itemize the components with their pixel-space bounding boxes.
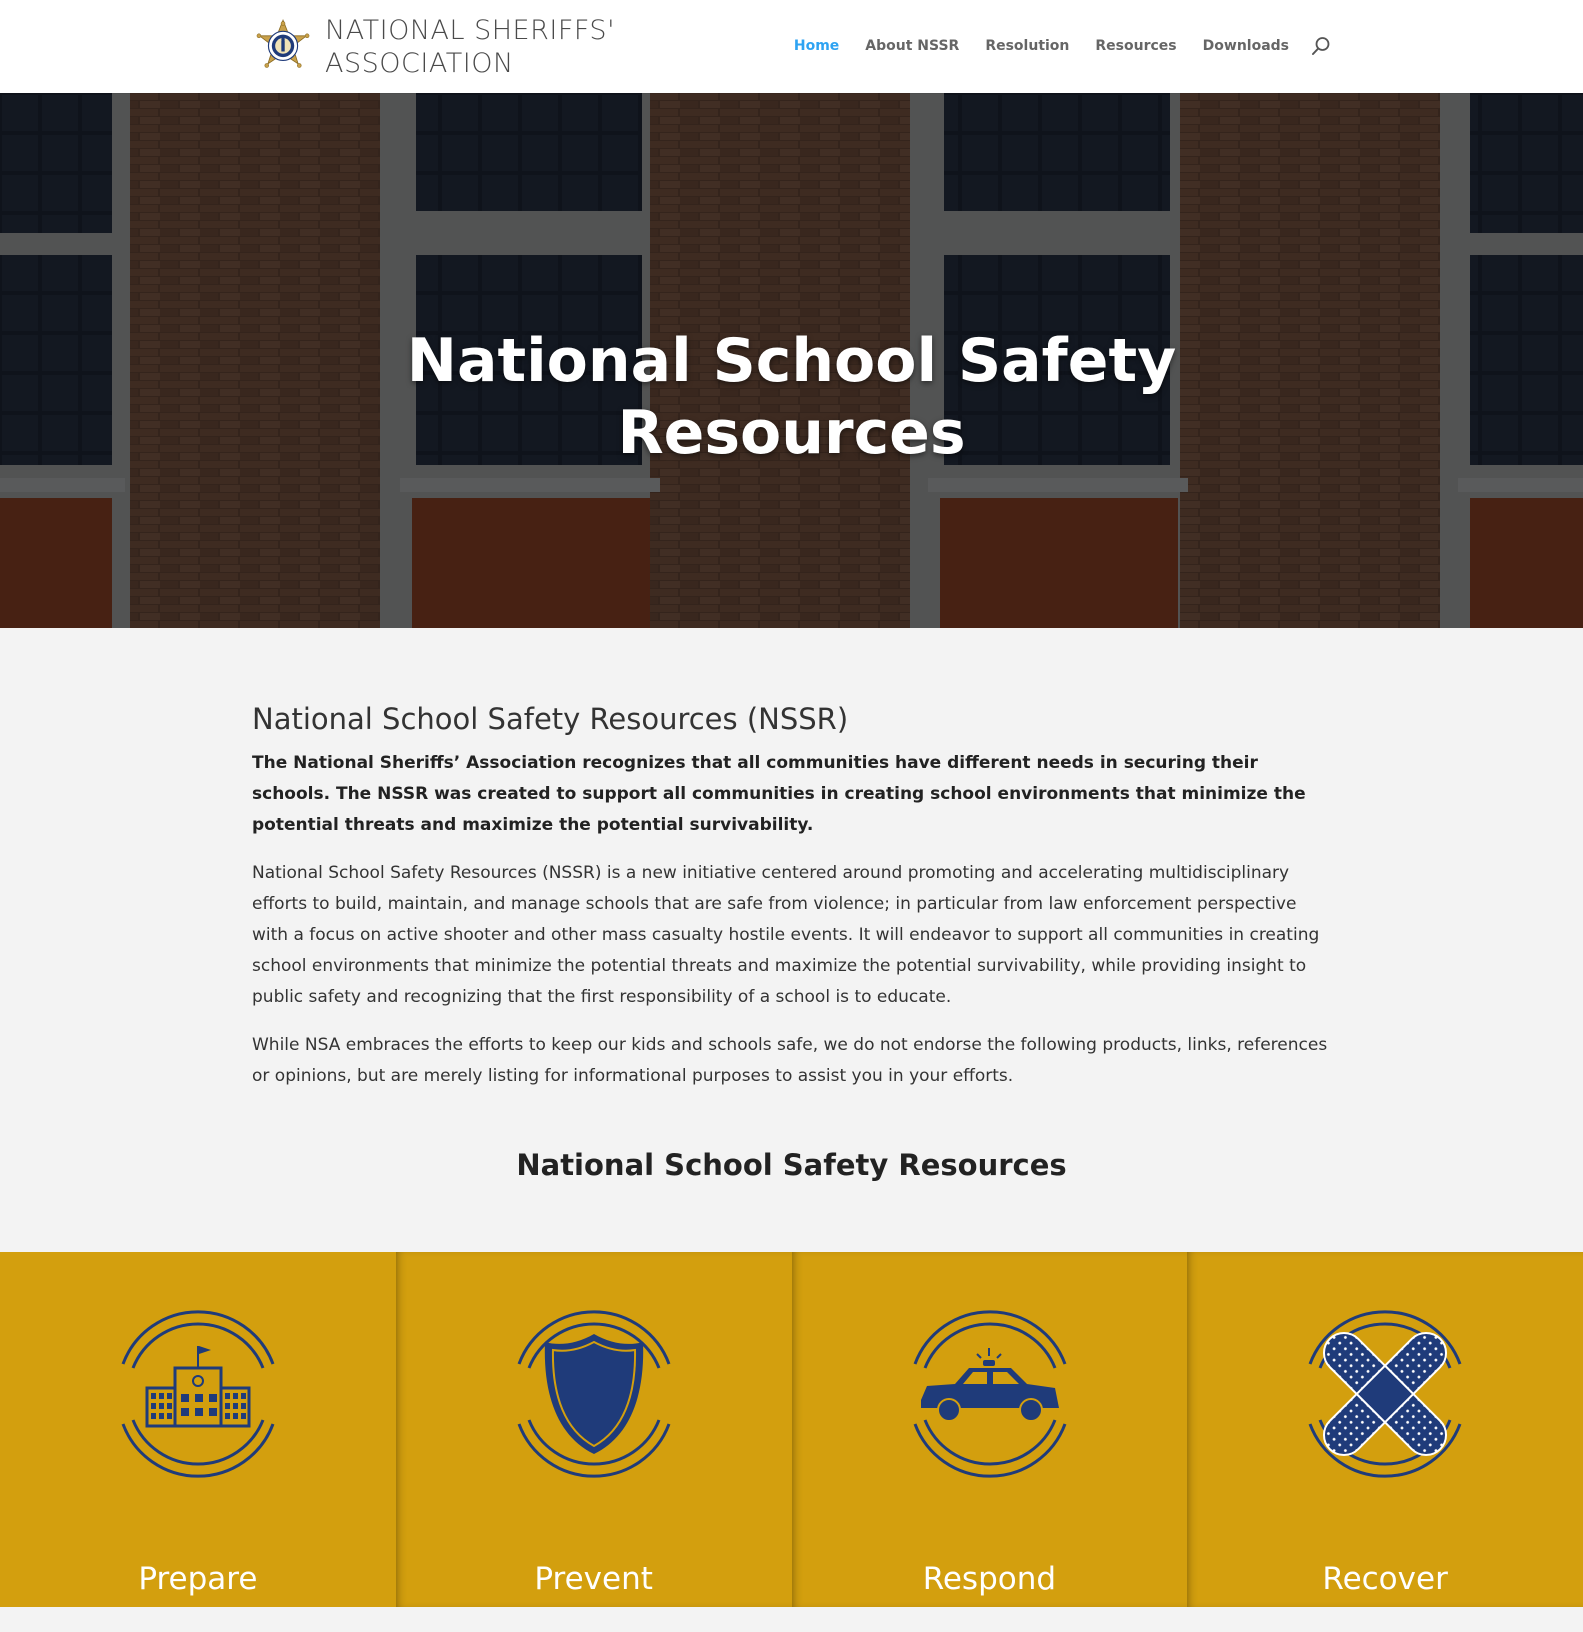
logo-wordmark	[325, 14, 615, 80]
nav-home[interactable]: Home	[793, 38, 840, 54]
intro-heading: National School Safety Resources (NSSR)	[252, 702, 849, 736]
intro-lead: The National Sheriffs’ Association recognizes that all communities have different needs in securing their schools. The NSSR was created to support all communities in creating school environments that minimize the potential threats and maximize the potential survivability.	[252, 753, 1306, 835]
card-prevent[interactable]	[396, 1252, 792, 1607]
card-label-recover: Recover	[1322, 1561, 1448, 1597]
card-label-prepare: Prepare	[138, 1561, 258, 1597]
shield-icon	[511, 1304, 677, 1484]
hero-banner	[0, 93, 1583, 628]
bandage-icon	[1302, 1304, 1468, 1484]
resource-cards	[0, 1252, 1583, 1607]
nav-resources[interactable]: Resources	[1095, 38, 1177, 54]
card-label-respond: Respond	[922, 1561, 1057, 1597]
logo-line-2: ASSOCIATION	[325, 48, 514, 79]
card-recover[interactable]	[1187, 1252, 1583, 1607]
card-respond[interactable]	[792, 1252, 1188, 1607]
hero-title	[0, 325, 1583, 469]
nav-downloads[interactable]: Downloads	[1202, 38, 1289, 54]
site-header	[0, 0, 1583, 93]
card-label-prevent: Prevent	[534, 1561, 653, 1597]
intro-paragraph-1: National School Safety Resources (NSSR) is a new initiative centered around promoting and accelerating multidisciplinary efforts to build, maintain, and manage schools that are safe from violence; in particular from law enforcement perspective with a focus on active shooter and other mass casualty hostile events. It will endeavor to support all communities in creating school environments that minimize the potential threats and maximize the potential survivability, while providing insight to public safety and recognizing that the first responsibility of a school is to educate.	[252, 863, 1320, 1007]
site-logo[interactable]	[255, 4, 615, 90]
hero-title-line-1: National School Safety	[406, 326, 1177, 397]
resources-section-title: National School Safety Resources	[516, 1148, 1067, 1182]
hero-title-line-2: Resources	[617, 398, 966, 469]
police-car-icon	[907, 1304, 1073, 1484]
logo-line-1: NATIONAL SHERIFFS'	[325, 15, 615, 46]
sheriff-badge-icon	[255, 3, 311, 91]
school-building-icon	[115, 1304, 281, 1484]
main-nav	[794, 36, 1331, 56]
nav-about-nssr[interactable]: About NSSR	[865, 38, 960, 54]
intro-section	[252, 700, 1332, 1109]
intro-paragraph-2: While NSA embraces the efforts to keep our kids and schools safe, we do not endorse the following products, links, references or opinions, but are merely listing for informational purposes to assist you in your efforts.	[252, 1035, 1328, 1086]
nav-resolution[interactable]: Resolution	[985, 38, 1070, 54]
card-prepare[interactable]	[0, 1252, 396, 1607]
search-icon[interactable]	[1311, 36, 1331, 56]
